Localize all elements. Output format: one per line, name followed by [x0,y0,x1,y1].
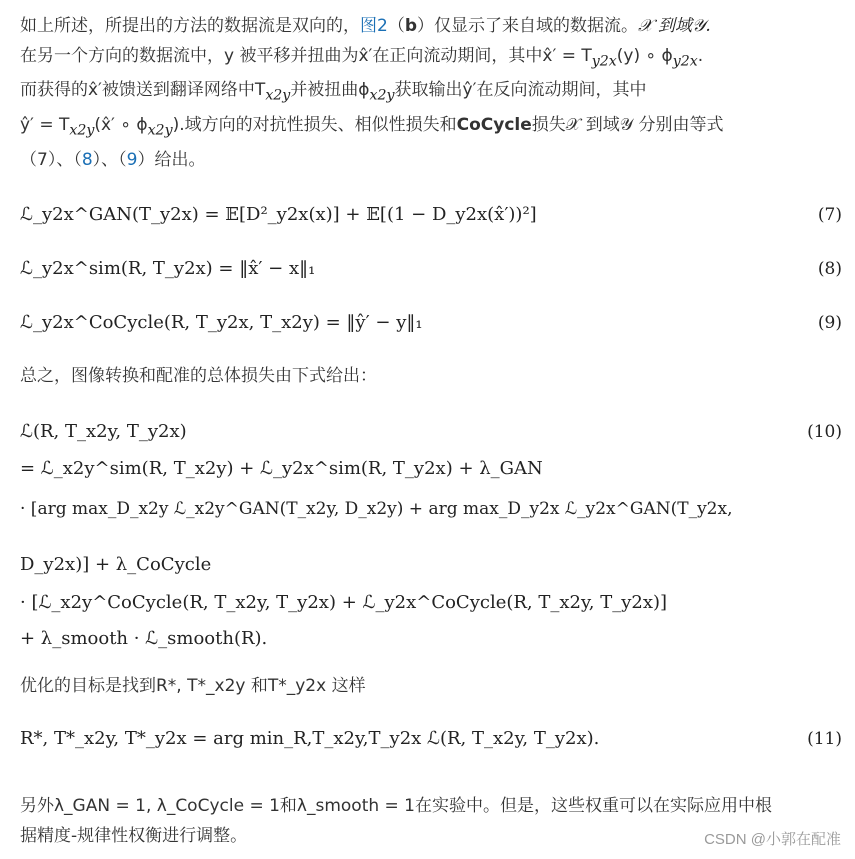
equation-8-number: (8) [817,259,842,279]
equation-7-number: (7) [817,205,842,225]
equation-9-number: (9) [817,313,842,333]
equation-11 [20,722,842,756]
intro-paragraph: 如上所述，所提出的方法的数据流是双向的，图2（b）仅显示了来自域的数据流。𝒳 到域𝒴. 在另一个方向的数据流中，y 被平移并扭曲为x̂′在正向流动期间，其中x̂′ = $T_{y2x}(y)$ ∘ $\phi_{y2x}$. 而获得的x̂′被馈送到翻译网络中$T_{x2y}$并被扭曲$\phi_{x2y}$获取输出ŷ′在反向流动期间，其中 ŷ′ = $T_{x2y}(x̂'$ ∘ $\phi_{x2y}$).域方向的对抗性损失、相似性损失和CoCycle损失𝒳 到域𝒴 分别由等式 （7）、（8）、（9）给出。 [20,16,724,171]
weights-paragraph: 另外λ_GAN = 1, λ_CoCycle = 1和λ_smooth = 1在实验中。但是，这些权重可以在实际应用中根 据精度-规律性权衡进行调整。 [20,796,772,846]
equation-7-formula: ℒ_y2x^GAN(T_y2x) = 𝔼[D²_y2x(x)] + 𝔼[(1 − D_y2x(x̂′))²] [20,204,537,225]
equation-10-line-4: D_y2x)] + λ_CoCycle [20,554,212,575]
equation-10-line-6: + λ_smooth · ℒ_smooth(R). [20,628,268,649]
equation-10-line-1: ℒ(R, T_x2y, T_y2x) (10) [20,415,842,449]
equation-10-number: (10) [807,422,842,442]
equation-9-link[interactable]: 9 [126,150,138,171]
equation-11-formula: R*, T*_x2y, T*_y2x = arg min_R,T_x2y,T_y2x ℒ(R, T_x2y, T_y2x). [20,728,600,749]
equation-9-formula: ℒ_y2x^CoCycle(R, T_y2x, T_x2y) = ‖ŷ′ − y‖₁ [20,312,423,333]
equation-8 [20,252,842,286]
equation-8-formula: ℒ_y2x^sim(R, T_y2x) = ‖x̂′ − x‖₁ [20,258,316,279]
figure-2-link[interactable]: 图2 [360,16,388,36]
equation-10-line-3: · [arg max_D_x2y ℒ_x2y^GAN(T_x2y, D_x2y) + arg max_D_y2x ℒ_y2x^GAN(T_y2x, [20,499,733,519]
equation-10-line-2: = ℒ_x2y^sim(R, T_x2y) + ℒ_y2x^sim(R, T_y2x) + λ_GAN [20,458,543,479]
equation-10-line-5: · [ℒ_x2y^CoCycle(R, T_x2y, T_y2x) + ℒ_y2x^CoCycle(R, T_x2y, T_y2x)] [20,592,668,613]
csdn-watermark: CSDN @小郭在配准 [704,831,841,848]
equation-9 [20,306,842,340]
equation-11-number: (11) [807,729,842,749]
equation-7 [20,198,842,232]
objective-paragraph: 优化的目标是找到R*, T*_x2y 和T*_y2x 这样 [20,676,366,696]
equation-8-link[interactable]: 8 [81,150,93,171]
summary-paragraph: 总之，图像转换和配准的总体损失由下式给出： [20,366,377,386]
